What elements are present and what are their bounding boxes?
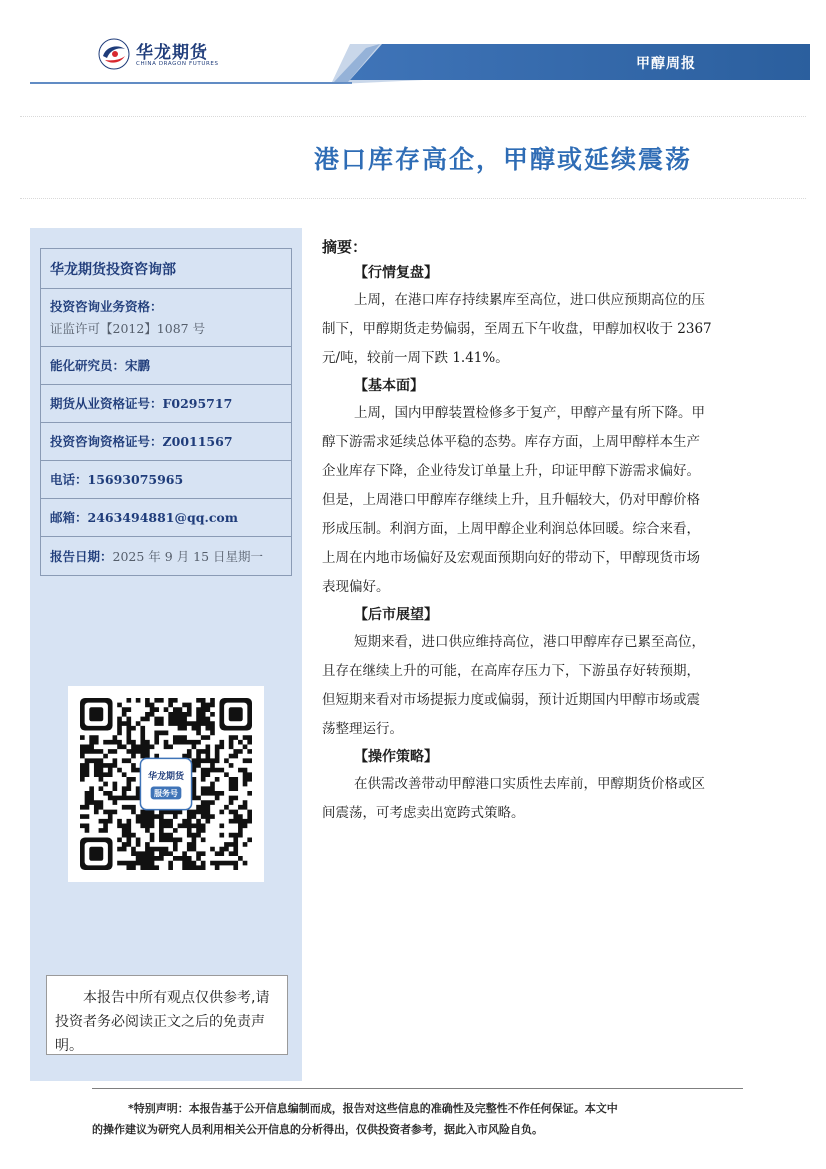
futures-cert-row [41, 385, 291, 423]
phone-label: 电话： [50, 472, 88, 487]
qualification-value: 证监许可【2012】1087 号 [50, 320, 206, 336]
paragraph-line: 间震荡，可考虑卖出宽跨式策略。 [322, 805, 525, 821]
divider [20, 198, 806, 199]
company-name-en: CHINA DRAGON FUTURES [136, 61, 219, 67]
date-value: 2025 年 9 月 15 日星期一 [112, 548, 264, 564]
department-name: 华龙期货投资咨询部 [41, 249, 291, 289]
qr-code-card [68, 686, 264, 882]
paragraph-line: 上周在内地市场偏好及宏观面预期向好的带动下，甲醇现货市场 [322, 550, 700, 566]
paragraph-line: 但是，上周港口甲醇库存继续上升，且升幅较大，仍对甲醇价格 [322, 492, 700, 508]
divider [20, 116, 806, 117]
disclaimer-line: 考,请投资者务必阅读正文之后 [55, 990, 270, 1030]
special-statement [92, 1098, 752, 1140]
analyst-info-box [40, 248, 292, 576]
report-type: 甲醇周报 [636, 56, 696, 72]
company-name-cn: 华龙期货 [136, 43, 208, 63]
paragraph-line: 元/吨，较前一周下跌 1.41%。 [322, 350, 509, 366]
disclaimer-line: 本报告中所有观点仅供参 [83, 990, 237, 1006]
futures-cert-value: F0295717 [162, 396, 233, 411]
dragon-logo-icon [98, 38, 130, 70]
main-content [322, 234, 796, 828]
qr-center-badge [140, 758, 191, 809]
paragraph-line: 在供需改善带动甲醇港口实质性去库前，甲醇期货价格或区 [354, 776, 705, 792]
paragraph-line: 荡整理运行。 [322, 721, 403, 737]
paragraph-line: 醇下游需求延续总体平稳的态势。库存方面，上周甲醇样本生产 [322, 434, 700, 450]
section-paragraph [322, 628, 796, 744]
section-heading: 【基本面】 [354, 378, 424, 394]
qr-badge-label: 服务号 [154, 788, 178, 798]
section-heading: 【后市展望】 [354, 607, 438, 623]
advisory-cert-label: 投资咨询资格证号： [50, 434, 163, 449]
researcher-label: 能化研究员： [50, 358, 126, 373]
section-paragraph [322, 770, 796, 828]
section-heading: 【操作策略】 [354, 749, 438, 765]
advisory-cert-value: Z0011567 [162, 434, 233, 449]
company-logo [98, 36, 238, 76]
date-label: 报告日期： [50, 548, 113, 564]
email-value[interactable]: 2463494881@qq.com [87, 510, 238, 525]
qualification-row [41, 289, 291, 347]
footer-line: *特别声明：本报告基于公开信息编制而成，报告对这些信息的准确性及完整性不作任何保证。本文中 [128, 1102, 618, 1115]
footer-divider [92, 1088, 743, 1089]
section-heading: 【行情复盘】 [354, 265, 438, 281]
abstract-heading: 摘要： [322, 238, 368, 256]
qr-finder-pattern [80, 698, 113, 731]
footer-line: 的操作建议为研究人员利用相关公开信息的分析得出，仅供投资者参考，据此入市风险自负。 [92, 1123, 543, 1136]
paragraph-line: 形成压制。利润方面，上周甲醇企业利润总体回暖。综合来看， [322, 521, 700, 537]
report-date-row [41, 537, 291, 575]
qr-finder-pattern [219, 698, 252, 731]
section-paragraph [322, 399, 796, 602]
section-paragraph [322, 286, 796, 373]
qr-badge-title: 华龙期货 [147, 771, 185, 782]
qr-code [68, 686, 264, 882]
paragraph-line: 且存在继续上升的可能，在高库存压力下，下游虽存好转预期， [322, 663, 700, 679]
paragraph-line: 上周，在港口库存持续累库至高位，进口供应预期高位的压 [354, 292, 705, 308]
paragraph-line: 企业库存下降，企业待发订单量上升，印证甲醇下游需求偏好。 [322, 463, 700, 479]
paragraph-line: 制下，甲醇期货走势偏弱，至周五下午收盘，甲醇加权收于 2367 [322, 321, 712, 337]
researcher-name: 宋鹏 [125, 358, 151, 373]
phone-row [41, 461, 291, 499]
paragraph-line: 上周，国内甲醇装置检修多于复产，甲醇产量有所下降。甲 [354, 405, 705, 421]
email-label: 邮箱： [50, 510, 88, 525]
qr-finder-pattern [80, 837, 113, 870]
paragraph-line: 短期来看，进口供应维持高位，港口甲醇库存已累至高位， [354, 634, 705, 650]
paragraph-line: 表现偏好。 [322, 579, 390, 595]
disclaimer-box [46, 975, 288, 1055]
researcher-row [41, 347, 291, 385]
disclaimer-text [55, 986, 281, 1058]
advisory-cert-row [41, 423, 291, 461]
phone-value: 15693075965 [87, 472, 184, 487]
paragraph-line: 但短期来看对市场提振力度或偏弱，预计近期国内甲醇市场或震 [322, 692, 700, 708]
report-title: 港口库存高企，甲醇或延续震荡 [313, 145, 692, 174]
email-row [41, 499, 291, 537]
disclaimer-line: 的免责声明。 [55, 1014, 265, 1054]
futures-cert-label: 期货从业资格证号： [50, 396, 163, 411]
qualification-label: 投资咨询业务资格： [50, 298, 163, 314]
